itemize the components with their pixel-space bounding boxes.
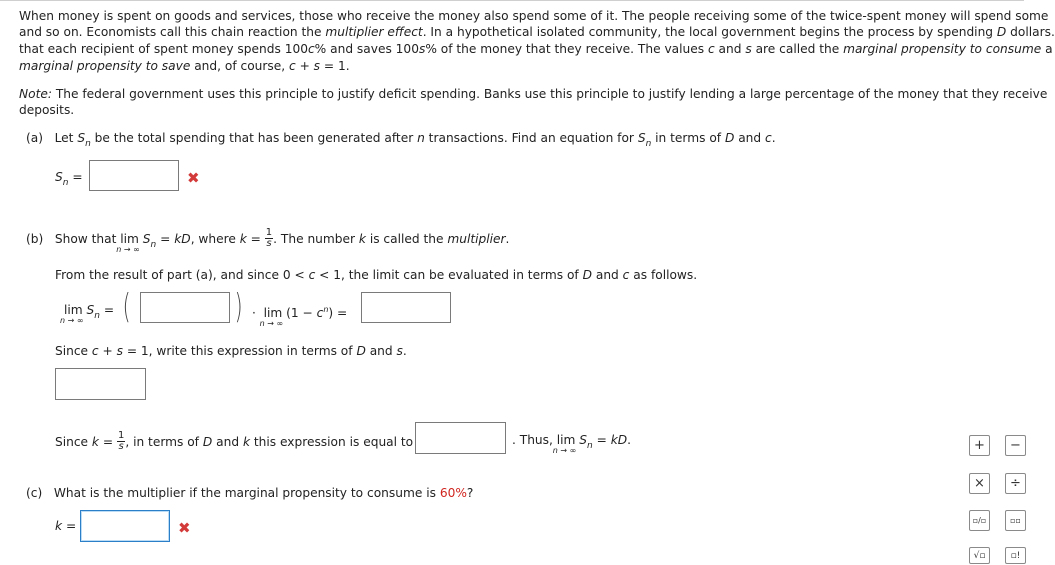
note-line-1: Note: The federal government uses this principle to justify deficit spending. Banks use this principle to justify lending a large percentage of the money that they receive	[19, 87, 1048, 101]
part-a-answer-input[interactable]	[89, 160, 179, 191]
top-border	[0, 0, 1024, 1]
divide-button[interactable]: ÷	[1005, 473, 1026, 494]
part-a-answer-label: $S_n$ =	[55, 170, 83, 188]
part-b-limit-coefficient-input[interactable]	[140, 292, 230, 323]
part-b-limit-rhs: · lim n → ∞ $(1 - c^n)$ =	[252, 305, 348, 329]
part-c-question: (c) What is the multiplier if the marginal propensity to consume is 60%?	[26, 486, 474, 500]
power-button[interactable]: ▫▫	[1005, 510, 1026, 531]
intro-line-2: and so on. Economists call this chain reaction the multiplier effect. In a hypothetical isolated community, the local government begins the process by spending D dollars.	[19, 25, 1055, 39]
open-paren: (	[122, 287, 131, 327]
part-b-ds-input[interactable]	[55, 368, 146, 400]
intro-line-1: When money is spent on goods and services, those who receive the money also spend some of it. The people receiving some of the twice-spent money will spend some	[19, 9, 1049, 23]
part-b-step-2: Since c + s = 1, write this expression in terms of D and s.	[55, 344, 407, 358]
note-line-2: deposits.	[19, 103, 75, 117]
close-paren: )	[234, 287, 243, 327]
part-b-dk-input[interactable]	[415, 422, 506, 454]
plus-button[interactable]: +	[969, 435, 990, 456]
intro-line-3: that each recipient of spent money spends 100c% and saves 100s% of the money that they receive. The values c and s are called the marginal propensity to consume a	[19, 42, 1053, 56]
intro-line-4: marginal propensity to save and, of course, c + s = 1.	[19, 59, 350, 73]
times-button[interactable]: ×	[969, 473, 990, 494]
part-c-answer-input[interactable]	[80, 510, 170, 542]
part-b-limit-lhs: lim n → ∞ $S_n$ =	[60, 303, 115, 325]
part-c-answer-label: k =	[55, 519, 77, 533]
part-a-incorrect-icon: ✖	[187, 169, 200, 187]
part-b-question: (b) Show that lim n → ∞ $S_n$ = kD, where k = $\frac{1}{s}$ . The number k is called the multiplier.	[26, 227, 510, 254]
part-b-conclusion: . Thus, lim n → ∞ $S_n$ = kD.	[512, 433, 632, 455]
part-b-step-3: Since k = $\frac{1}{s}$ , in terms of D and k this expression is equal to	[55, 430, 414, 452]
fraction-button[interactable]: ▫/▫	[969, 510, 990, 531]
part-c-incorrect-icon: ✖	[178, 519, 191, 537]
part-b-limit-result-input[interactable]	[361, 292, 451, 323]
sqrt-button[interactable]: √▫	[969, 547, 990, 564]
part-b-step-1: From the result of part (a), and since 0 < c < 1, the limit can be evaluated in terms of D and c as follows.	[55, 268, 698, 282]
part-a-question: (a) Let $S_n$ be the total spending that has been generated after n transactions. Find an equation for $S_n$ in terms of D and c.	[26, 131, 776, 149]
minus-button[interactable]: −	[1005, 435, 1026, 456]
factorial-button[interactable]: ▫!	[1005, 547, 1026, 564]
